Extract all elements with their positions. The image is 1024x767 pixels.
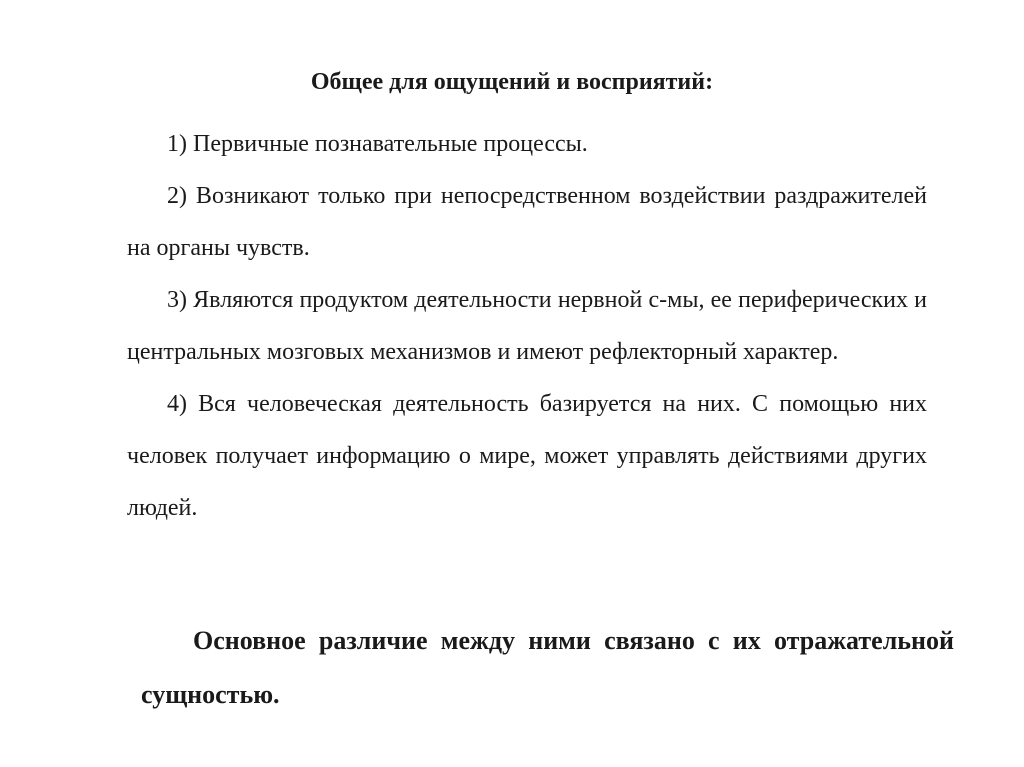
list-item-4: 4) Вся человеческая деятельность базируется на них. С помощью них человек получает информацию о мире, может управлять действиями других людей.: [127, 391, 927, 521]
list-item-1: 1) Первичные познавательные процессы.: [167, 131, 588, 157]
slide-title-text: Общее для ощущений и восприятий: [310, 69, 706, 95]
common-features-list: [127, 118, 927, 534]
list-item-2: 2) Возникают только при непосредственном воздействии раздражителей на органы чувств.: [127, 183, 927, 261]
slide-title-colon: :: [705, 69, 714, 95]
slide-title: [0, 66, 1024, 98]
list-item-3: 3) Являются продуктом деятельности нервной с-мы, ее периферических и центральных мозговых механизмов и имеют рефлекторный характер.: [127, 287, 927, 365]
conclusion-text: Основное различие между ними связано с их отражательной сущностью.: [141, 626, 954, 709]
